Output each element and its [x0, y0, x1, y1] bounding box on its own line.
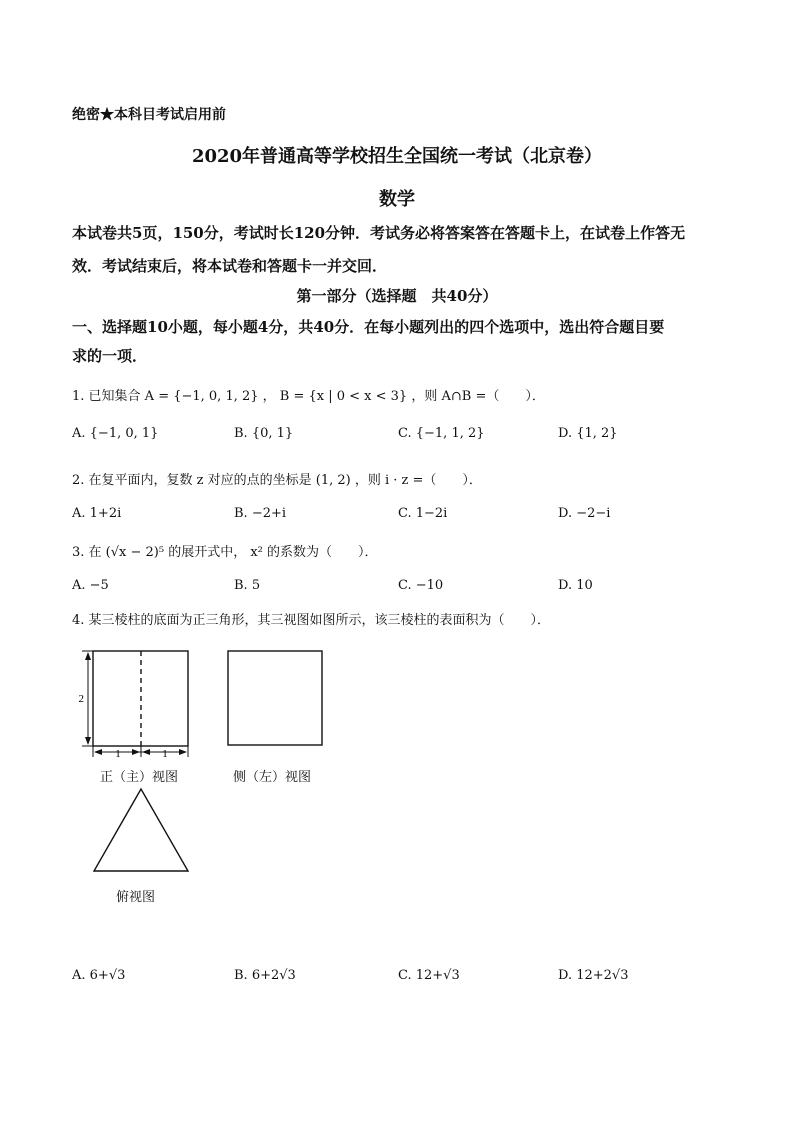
subject-title: 数学	[379, 189, 415, 210]
q4-option-b: B. 6+2√3	[234, 968, 296, 983]
q4-option-c: C. 12+√3	[398, 968, 460, 983]
intro-line-1: 本试卷共5页，150分，考试时长120分钟．考试务必将答案答在答题卡上，在试卷上作答无	[72, 224, 686, 242]
question-3-stem: 3. 在 (√x − 2)⁵ 的展开式中， x² 的系数为（ ）．	[72, 545, 378, 560]
q2-option-b: B. −2+i	[234, 506, 287, 521]
q3-option-c: C. −10	[398, 578, 444, 593]
q4-option-d: D. 12+2√3	[558, 968, 629, 983]
section-instruction-1: 一、选择题10小题，每小题4分，共40分．在每小题列出的四个选项中，选出符合题目要	[72, 318, 665, 336]
section-instruction-2: 求的一项．	[72, 347, 148, 365]
side-view	[228, 651, 322, 745]
q2-option-a: A. 1+2i	[72, 506, 122, 521]
question-1-stem: 1. 已知集合 A = {−1, 0, 1, 2} ， B = {x | 0 < x < 3} ，则 A∩B =（ ）．	[72, 389, 545, 404]
exam-title: 2020年普通高等学校招生全国统一考试（北京卷）	[191, 146, 603, 167]
top-view-caption: 俯视图	[116, 890, 156, 905]
q3-option-b: B. 5	[234, 578, 261, 593]
q3-option-d: D. 10	[558, 578, 593, 593]
width-label-left: 1	[115, 748, 121, 760]
question-2-stem: 2. 在复平面内，复数 z 对应的点的坐标是 (1, 2) ，则 i · z =（ ）．	[72, 473, 482, 488]
q2-option-c: C. 1−2i	[398, 506, 448, 521]
q2-option-d: D. −2−i	[558, 506, 611, 521]
intro-line-2: 效．考试结束后，将本试卷和答题卡一并交回．	[72, 257, 388, 275]
q1-option-d: D. {1, 2}	[558, 426, 618, 441]
front-view	[79, 651, 189, 760]
height-label: 2	[78, 693, 84, 705]
front-view-caption: 正（主）视图	[100, 770, 179, 785]
q1-option-a: A. {−1, 0, 1}	[72, 426, 159, 441]
q1-option-c: C. {−1, 1, 2}	[398, 426, 485, 441]
width-label-right: 1	[162, 748, 168, 760]
q4-option-a: A. 6+√3	[72, 968, 126, 983]
confidential-notice: 绝密★本科目考试启用前	[72, 107, 226, 123]
q3-option-a: A. −5	[72, 578, 109, 593]
side-view-caption: 侧（左）视图	[233, 770, 312, 785]
top-view	[94, 789, 188, 871]
part-one-title: 第一部分（选择题 共40分）	[296, 287, 498, 305]
question-4-stem: 4. 某三棱柱的底面为正三角形，其三视图如图所示，该三棱柱的表面积为（ ）．	[72, 613, 551, 628]
q1-option-b: B. {0, 1}	[234, 426, 294, 441]
